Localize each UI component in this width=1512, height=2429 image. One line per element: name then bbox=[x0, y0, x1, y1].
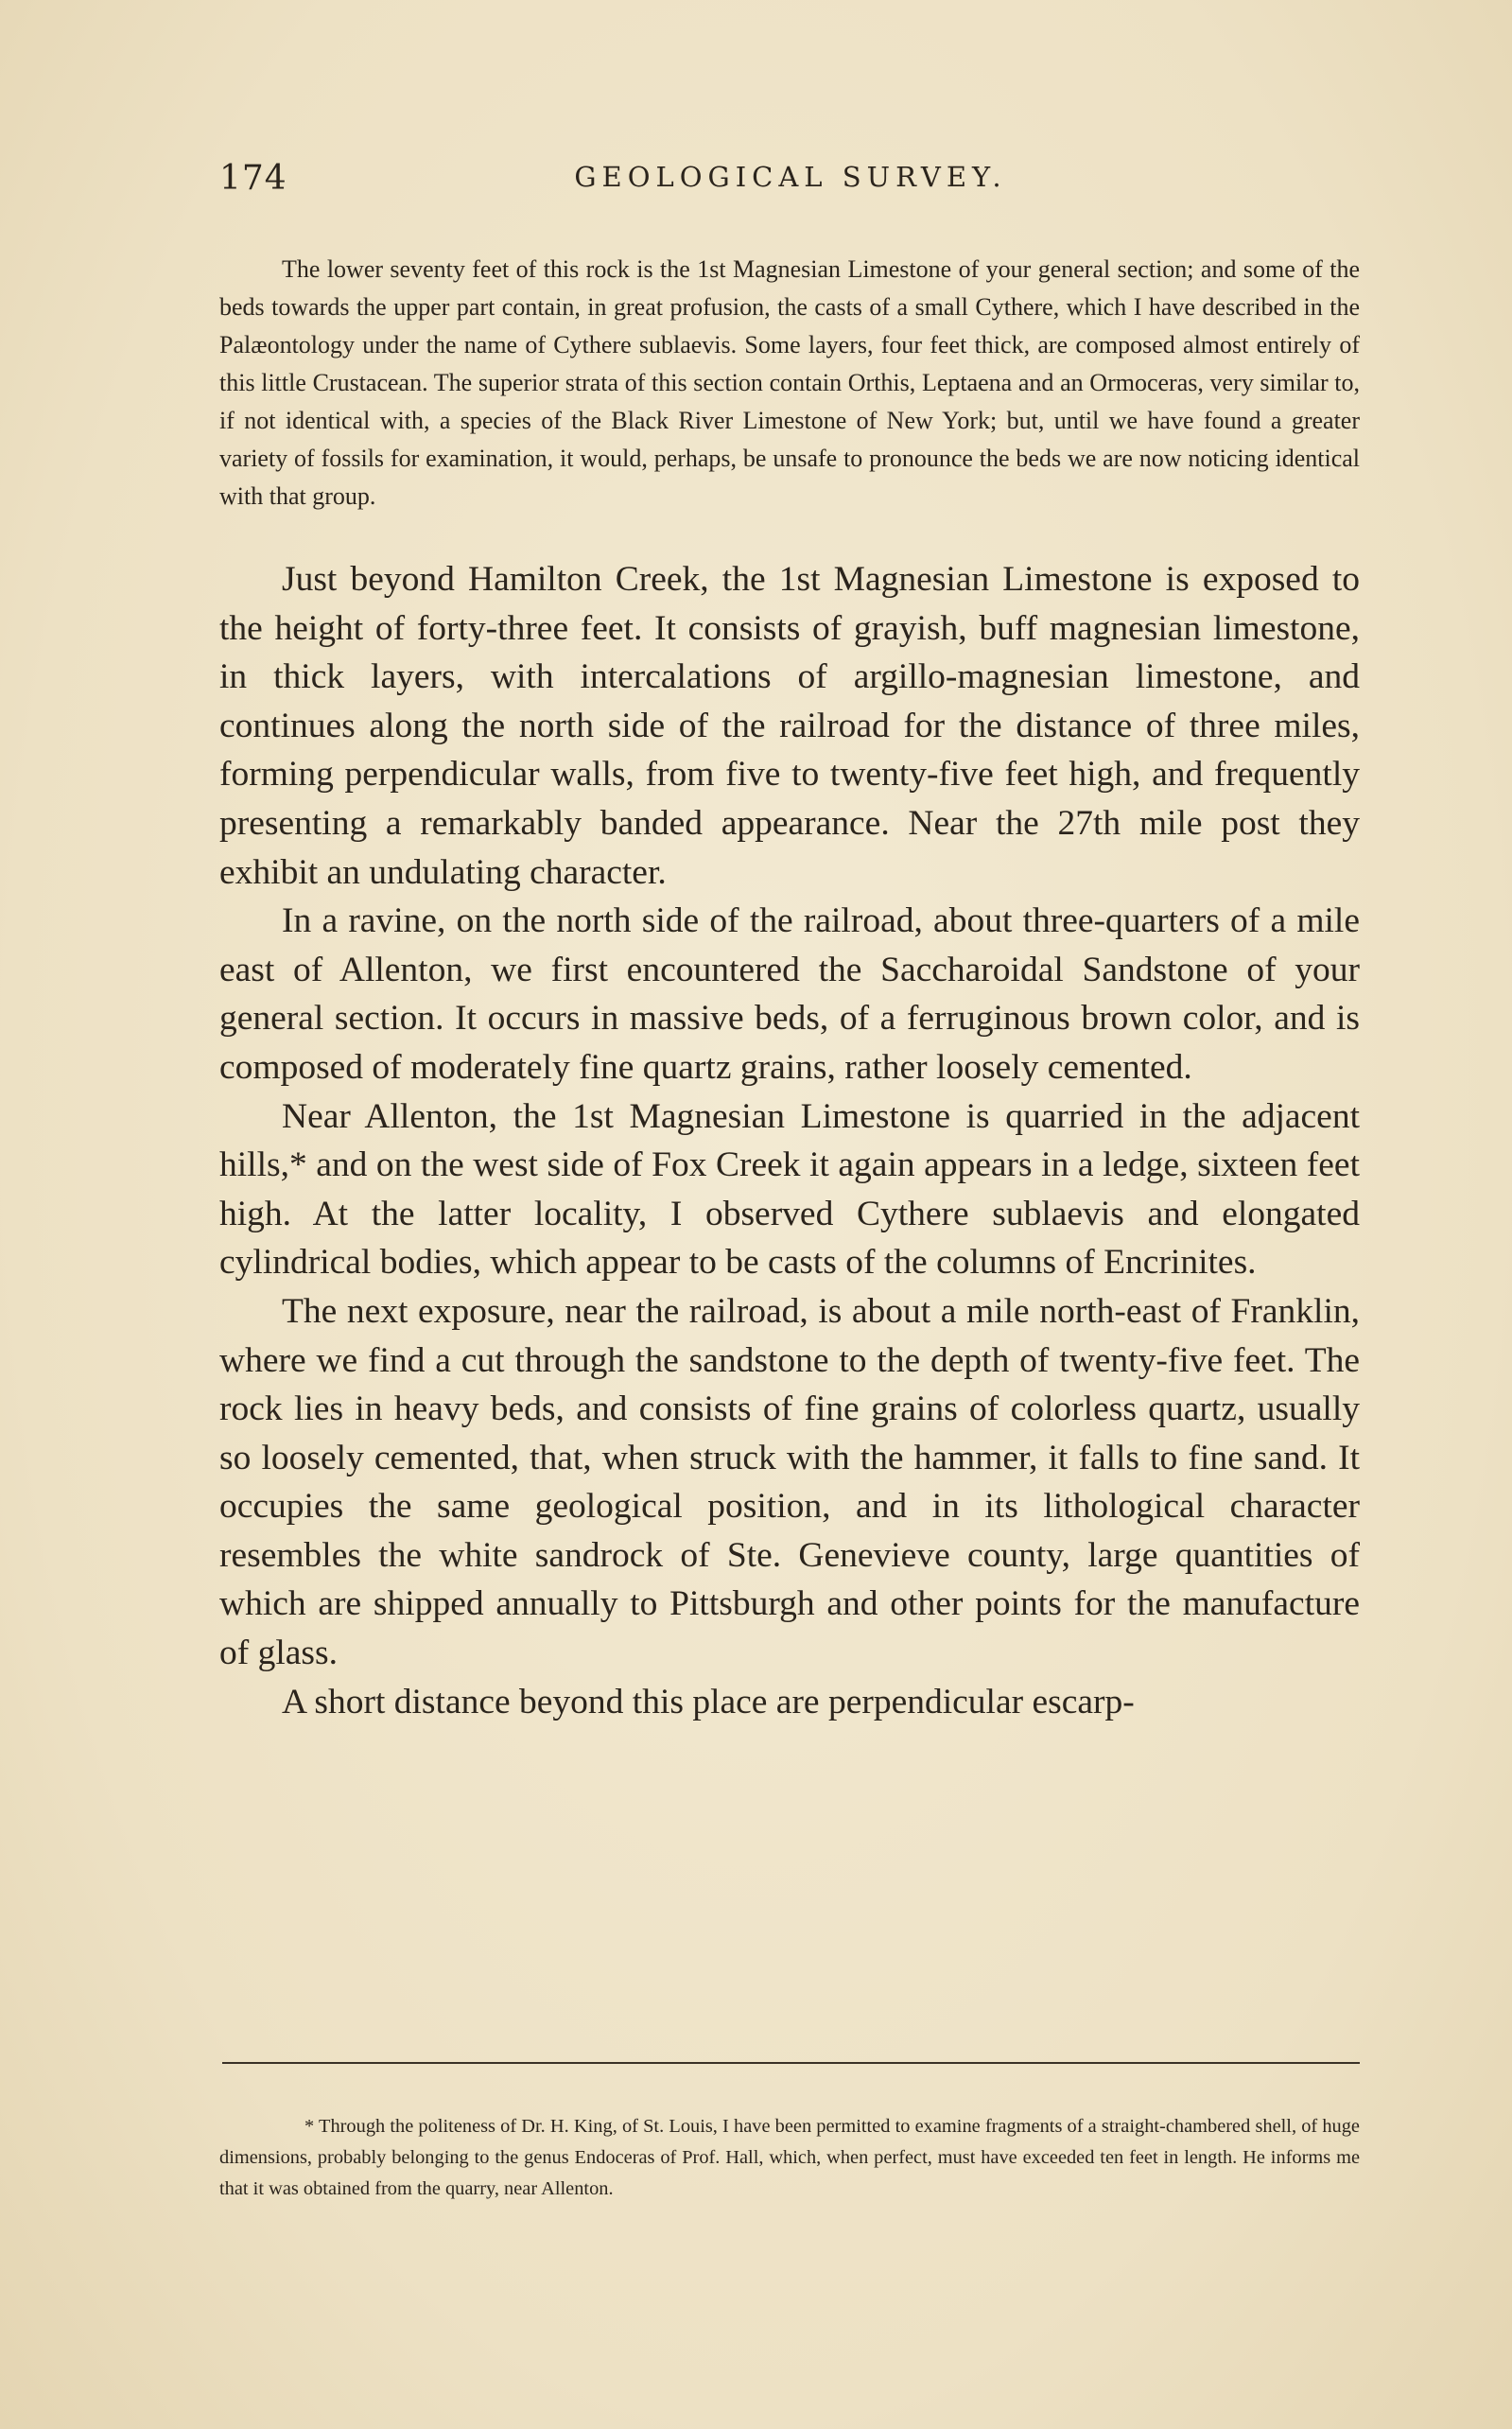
footnote: * Through the politeness of Dr. H. King, of St. Louis, I have been permitted to examine fragments of a straight-chambered shell, of huge dimensions, probably belonging to the genus Endoceras of Prof. Hall, which, when perfect, must have exceeded ten feet in length. He informs me that it was obtained from the quarry, near Allenton. bbox=[219, 2116, 1360, 2199]
paragraph-near-allenton: Near Allenton, the 1st Magnesian Limestone is quarried in the adjacent hills,* and on the west side of Fox Creek it again appears in a ledge, sixteen feet high. At the latter locality, I observed Cythere sublaevis and elongated cylindrical bodies, which appear to be casts of the columns of Encrinites. bbox=[219, 1096, 1360, 1283]
running-title: GEOLOGICAL SURVEY. bbox=[574, 161, 1007, 193]
page-number: 174 bbox=[219, 159, 287, 198]
main-text bbox=[219, 555, 1360, 1726]
paragraph-franklin-exposure: The next exposure, near the railroad, is about a mile north-east of Franklin, where we find a cut through the sandstone to the depth of twenty-five feet. The rock lies in heavy beds, and consists of fine grains of colorless quartz, usually so loosely cemented, that, when struck with the hammer, it falls to fine sand. It occupies the same geological position, and in its lithological character resembles the white sandrock of Ste. Genevieve county, large quantities of which are shipped annually to Pittsburgh and other points for the manufacture of glass. bbox=[219, 1291, 1360, 1673]
page-content bbox=[219, 251, 1360, 1726]
paragraph-escarpments: A short distance beyond this place are perpendicular escarp- bbox=[282, 1682, 1135, 1721]
footnote-divider bbox=[222, 2062, 1360, 2064]
page-header bbox=[219, 159, 1362, 206]
paragraph-ravine-allenton: In a ravine, on the north side of the railroad, about three-quarters of a mile east of Allenton, we first encountered the Saccharoidal Sandstone of your general section. It occurs in massive beds, of a ferruginous brown color, and is composed of moderately fine quartz grains, rather loosely cemented. bbox=[219, 901, 1360, 1087]
small-print-paragraph: The lower seventy feet of this rock is the 1st Magnesian Limestone of your general section; and some of the beds towards the upper part contain, in great profusion, the casts of a small Cythere, which I have described in the Palæontology under the name of Cythere sublaevis. Some layers, four feet thick, are composed almost entirely of this little Crustacean. The superior strata of this section contain Orthis, Leptaena and an Ormoceras, very similar to, if not identical with, a species of the Black River Limestone of New York; but, until we have found a greater variety of fossils for examination, it would, perhaps, be unsafe to pronounce the beds we are now noticing identical with that group. bbox=[219, 255, 1360, 510]
paragraph-hamilton-creek: Just beyond Hamilton Creek, the 1st Magnesian Limestone is exposed to the height of forty-three feet. It consists of grayish, buff magnesian limestone, in thick layers, with intercalations of argillo-magnesian limestone, and continues along the north side of the railroad for the distance of three miles, forming perpendicular walls, from five to twenty-five feet high, and frequently presenting a remarkably banded appearance. Near the 27th mile post they exhibit an undulating character. bbox=[219, 560, 1360, 892]
